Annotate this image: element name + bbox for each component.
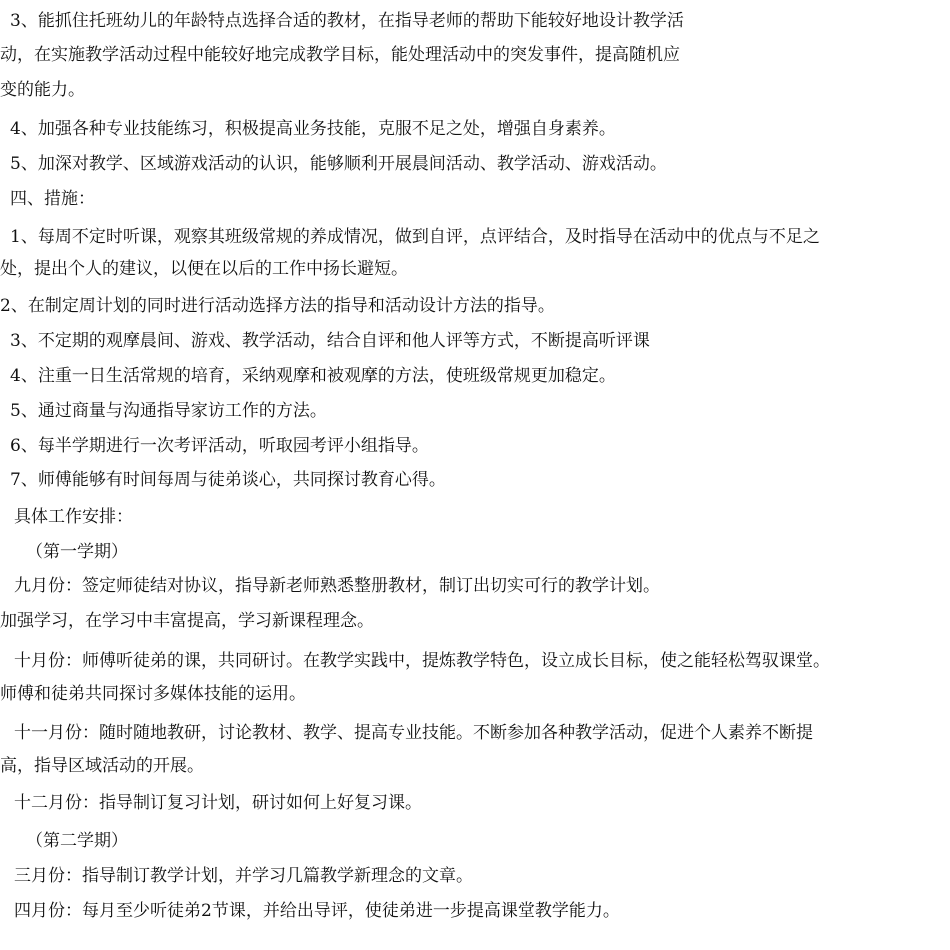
text-line: 5、加深对教学、区域游戏活动的认识，能够顺利开展晨间活动、教学活动、游戏活动。 — [10, 154, 667, 174]
text-line: 高，指导区域活动的开展。 — [0, 756, 204, 776]
text-line: 四月份：每月至少听徒弟2节课，并给出导评，使徒弟进一步提高课堂教学能力。 — [14, 901, 620, 921]
text-line: 三月份：指导制订教学计划，并学习几篇教学新理念的文章。 — [14, 866, 473, 886]
text-line: 变的能力。 — [0, 80, 85, 100]
text-line: 师傅和徒弟共同探讨多媒体技能的运用。 — [0, 684, 306, 704]
text-line: 动，在实施教学活动过程中能较好地完成教学目标，能处理活动中的突发事件，提高随机应 — [0, 45, 680, 65]
section-heading: 四、措施： — [10, 189, 95, 209]
text-line: 7、师傅能够有时间每周与徒弟谈心，共同探讨教育心得。 — [10, 470, 446, 490]
text-line: 2、在制定周计划的同时进行活动选择方法的指导和活动设计方法的指导。 — [0, 296, 555, 316]
text-line: 加强学习，在学习中丰富提高，学习新课程理念。 — [0, 611, 374, 631]
text-line: 3、不定期的观摩晨间、游戏、教学活动，结合自评和他人评等方式，不断提高听评课 — [10, 331, 650, 351]
term-heading: （第二学期） — [26, 831, 128, 851]
text-line: 十月份：师傅听徒弟的课，共同研讨。在教学实践中，提炼教学特色，设立成长目标，使之能轻松驾驭课堂。 — [14, 651, 830, 671]
text-line: 5、通过商量与沟通指导家访工作的方法。 — [10, 401, 327, 421]
term-heading: （第一学期） — [26, 542, 128, 562]
section-heading: 具体工作安排： — [14, 507, 133, 527]
text-line: 十一月份：随时随地教研，讨论教材、教学、提高专业技能。不断参加各种教学活动，促进个人素养不断提 — [14, 723, 813, 743]
text-line: 处，提出个人的建议，以便在以后的工作中扬长避短。 — [0, 259, 408, 279]
text-line: 1、每周不定时听课，观察其班级常规的养成情况，做到自评，点评结合，及时指导在活动中的优点与不足之 — [10, 227, 820, 247]
text-line: 九月份：签定师徒结对协议，指导新老师熟悉整册教材，制订出切实可行的教学计划。 — [14, 576, 660, 596]
text-line: 6、每半学期进行一次考评活动，听取园考评小组指导。 — [10, 436, 429, 456]
text-line: 3、能抓住托班幼儿的年龄特点选择合适的教材，在指导老师的帮助下能较好地设计教学活 — [10, 11, 684, 31]
text-line: 4、加强各种专业技能练习，积极提高业务技能，克服不足之处，增强自身素养。 — [10, 119, 616, 139]
text-line: 4、注重一日生活常规的培育，采纳观摩和被观摩的方法，使班级常规更加稳定。 — [10, 366, 616, 386]
text-line: 十二月份：指导制订复习计划，研讨如何上好复习课。 — [14, 793, 422, 813]
